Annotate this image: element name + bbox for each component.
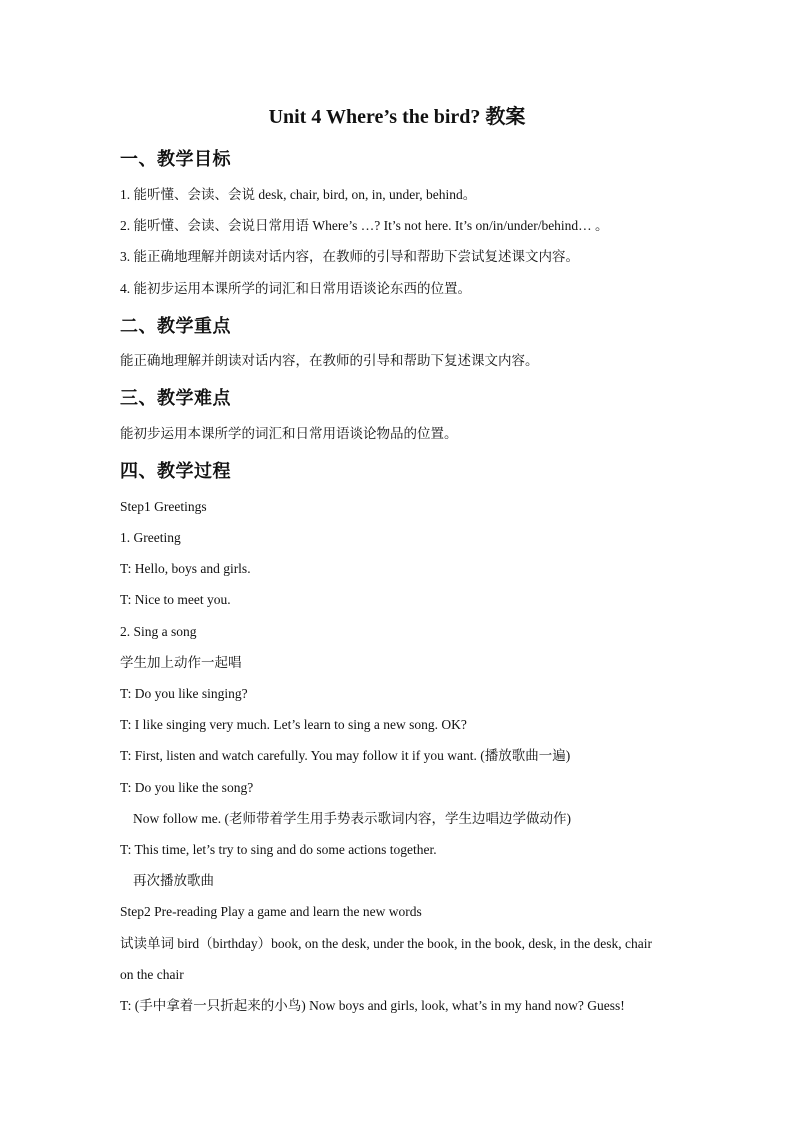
process-line: Step1 Greetings bbox=[120, 499, 207, 514]
document-title: Unit 4 Where’s the bird? 教案 bbox=[268, 106, 526, 128]
section-heading-difficulties: 三、教学难点 bbox=[120, 388, 231, 408]
section-heading-process: 四、教学过程 bbox=[120, 461, 231, 481]
key-points-text: 能正确地理解并朗读对话内容，在教师的引导和帮助下复述课文内容。 bbox=[120, 353, 539, 368]
process-line: 再次播放歌曲 bbox=[133, 873, 214, 888]
process-line: T: First, listen and watch carefully. You may follow it if you want. (播放歌曲一遍) bbox=[120, 748, 571, 763]
process-line: T: Nice to meet you. bbox=[120, 592, 231, 607]
process-line: on the chair bbox=[120, 967, 184, 982]
process-line: T: I like singing very much. Let’s learn to sing a new song. OK? bbox=[120, 717, 467, 732]
process-line: 2. Sing a song bbox=[120, 624, 197, 639]
goal-item: 1. 能听懂、会读、会说 desk, chair, bird, on, in, under, behind。 bbox=[120, 187, 477, 202]
goal-item: 2. 能听懂、会读、会说日常用语 Where’s …? It’s not here. It’s on/in/under/behind… 。 bbox=[120, 218, 609, 233]
process-line: 学生加上动作一起唱 bbox=[120, 655, 242, 670]
process-line: Now follow me. (老师带着学生用手势表示歌词内容，学生边唱边学做动作) bbox=[133, 811, 571, 826]
process-line: 试读单词 bird（birthday）book, on the desk, under the book, in the book, desk, in the desk, chair bbox=[120, 936, 653, 951]
difficulties-text: 能初步运用本课所学的词汇和日常用语谈论物品的位置。 bbox=[120, 426, 458, 441]
process-line: 1. Greeting bbox=[120, 530, 181, 545]
process-line: T: (手中拿着一只折起来的小鸟) Now boys and girls, look, what’s in my hand now? Guess! bbox=[120, 998, 625, 1013]
goal-item: 4. 能初步运用本课所学的词汇和日常用语谈论东西的位置。 bbox=[120, 281, 471, 296]
process-line: T: Do you like the song? bbox=[120, 780, 254, 795]
process-line: T: Do you like singing? bbox=[120, 686, 248, 701]
process-line: T: This time, let’s try to sing and do some actions together. bbox=[120, 842, 437, 857]
section-heading-goals: 一、教学目标 bbox=[120, 149, 231, 169]
section-heading-key-points: 二、教学重点 bbox=[120, 316, 231, 336]
process-line: Step2 Pre-reading Play a game and learn the new words bbox=[120, 904, 422, 919]
process-line: T: Hello, boys and girls. bbox=[120, 561, 251, 576]
goal-item: 3. 能正确地理解并朗读对话内容，在教师的引导和帮助下尝试复述课文内容。 bbox=[120, 249, 579, 264]
